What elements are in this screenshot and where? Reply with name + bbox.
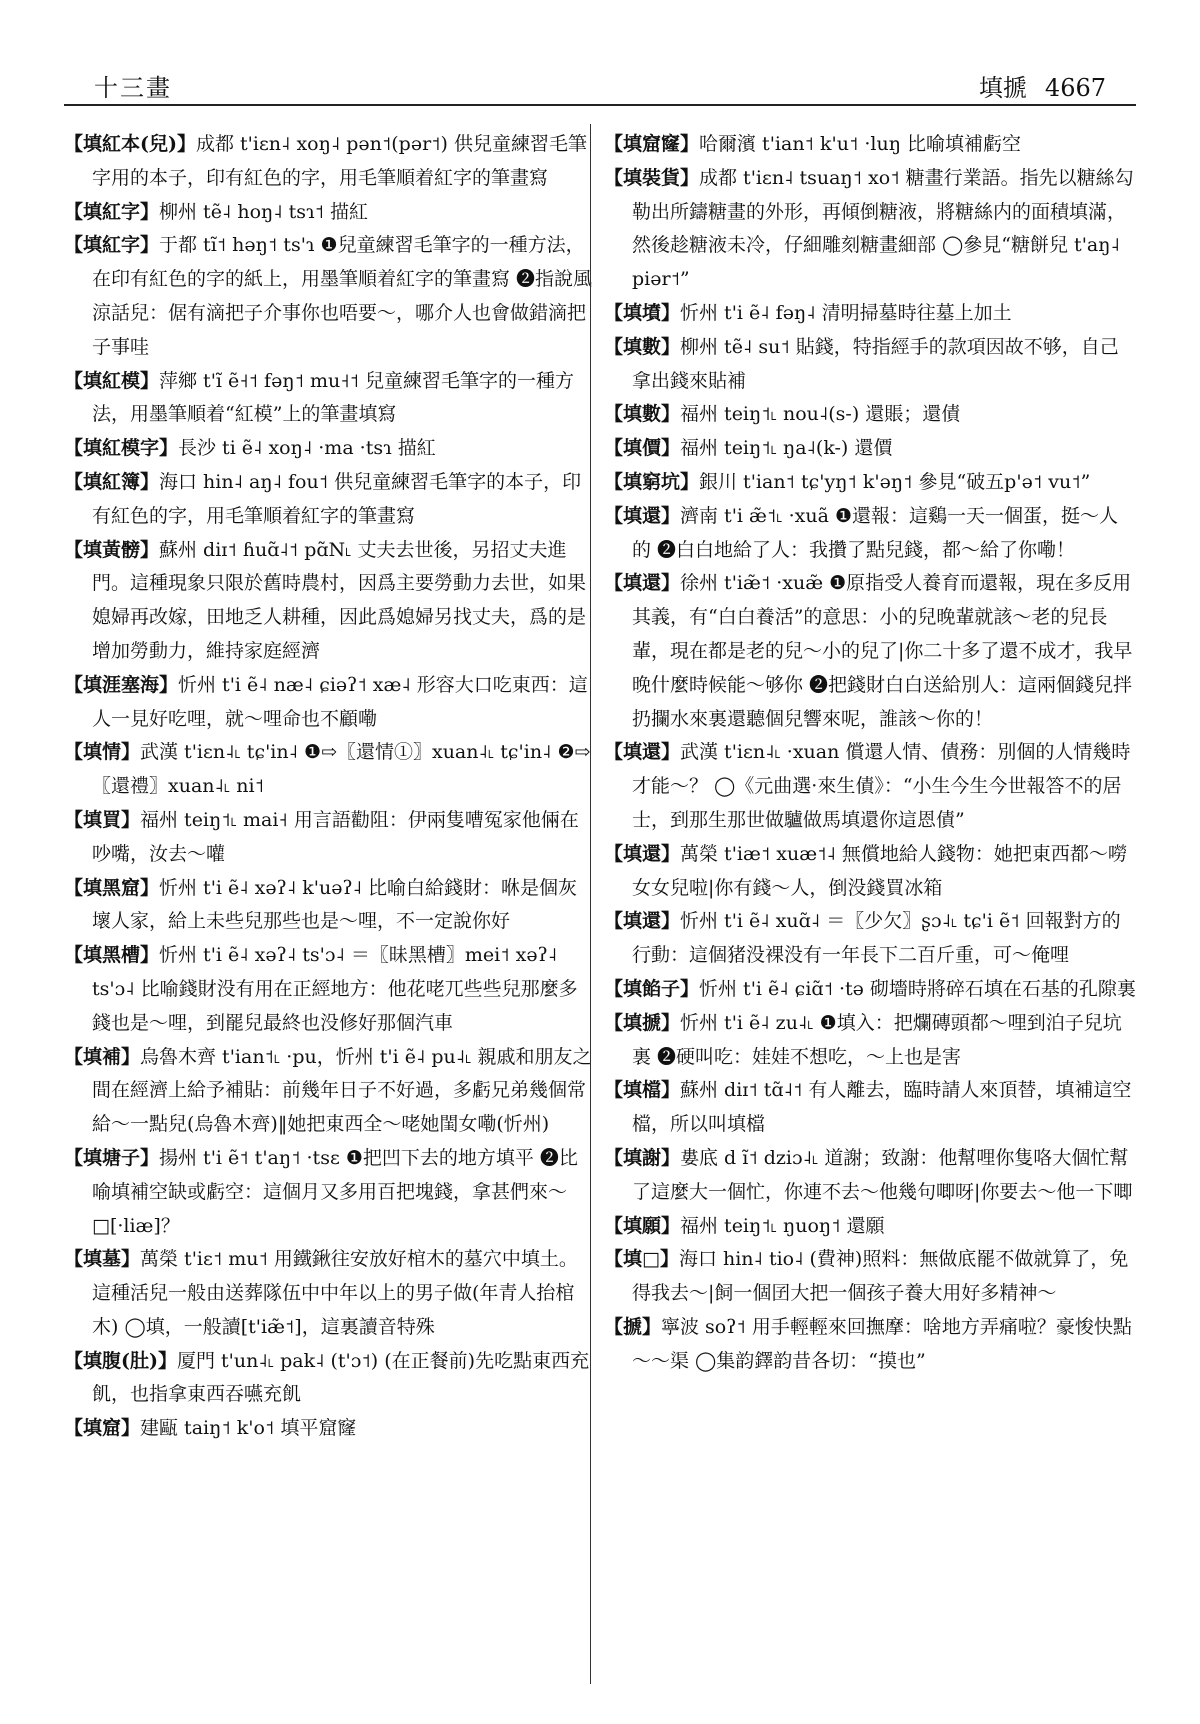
entry-definition: 長沙 ti ẽ˨ xoŋ˨ ·ma ·tsɿ 描紅 bbox=[178, 437, 436, 460]
entry-headword: 【填墳】 bbox=[604, 301, 681, 324]
dictionary-entry bbox=[604, 1210, 1136, 1244]
entry-definition: 忻州 t'i ẽ˨ ɕiɑ̃˦ ·tə 砌墻時將碎石填在石基的孔隙裏 bbox=[699, 977, 1136, 1000]
entry-definition: 厦門 t'un˨˪ pak˨ (t'ɔ˦) (在正餐前)先吃點東西充飢，也指拿東西吞嚥充飢 bbox=[92, 1349, 590, 1406]
entry-headword: 【填涯塞海】 bbox=[64, 673, 179, 696]
entry-definition: 萍鄉 t'ĩ ẽ˧˦ fəŋ˦ mu˧˦ 兒童練習毛筆字的一種方法，用墨筆順着“紅模”上的筆畫填寫 bbox=[92, 369, 575, 426]
entry-definition: 銀川 t'ian˦ tɕ'yŋ˦ k'əŋ˦ 參見“破五p'ə˦ vu˦” bbox=[699, 470, 1091, 493]
entry-definition: 建甌 taiŋ˦ k'o˦ 填平窟窿 bbox=[140, 1417, 357, 1440]
entry-definition: 濟南 t'i æ̃˦˪ ·xuã ❶還報：這鷄一天一個蛋，挺～人的 ❷白白地給了人：我攢了點兒錢，都～給了你嘞！ bbox=[632, 504, 1119, 561]
entry-definition: 福州 teiŋ˦˪ ŋuoŋ˦ 還願 bbox=[680, 1214, 885, 1237]
entry-definition: 福州 teiŋ˦˪ mai˧ 用言語勸阻：伊兩隻嘈冤家他倆在吵嘴，汝去～嚾 bbox=[92, 808, 579, 865]
entry-headword: 【填謝】 bbox=[604, 1146, 681, 1169]
dictionary-entry bbox=[64, 229, 596, 364]
entry-definition: 柳州 tẽ˨ hoŋ˨ tsɿ˦ 描紅 bbox=[159, 200, 369, 223]
left-column bbox=[64, 128, 596, 1446]
entry-headword: 【填情】 bbox=[64, 741, 141, 764]
dictionary-entry bbox=[604, 1007, 1136, 1075]
entry-headword: 【填檔】 bbox=[604, 1079, 681, 1102]
entry-definition: 烏魯木齊 t'ian˦˪ ·pu，忻州 t'i ẽ˨ pu˨˪ 親戚和朋友之間在經濟上給予補貼：前幾年日子不好過，多虧兄弟幾個常給～一點兒(烏魯木齊)‖她把東西全～咾她閨女嘞(忻州) bbox=[92, 1045, 592, 1136]
dictionary-entry bbox=[64, 466, 596, 534]
entry-definition: 于都 tĩ˦ həŋ˦ ts'ɿ ❶兒童練習毛筆字的一種方法，在印有紅色的字的紙上，用墨筆順着紅字的筆畫寫 ❷指說風涼話兒：倨有滴把子介事你也唔要～，哪介人也會做錯滴把子事哇 bbox=[92, 234, 593, 358]
page-header bbox=[64, 64, 1136, 106]
entry-headword: 【填□】 bbox=[604, 1248, 679, 1271]
dictionary-entry bbox=[64, 872, 596, 940]
dictionary-entry bbox=[64, 1243, 596, 1344]
entry-headword: 【填還】 bbox=[604, 910, 681, 933]
dictionary-entry bbox=[604, 432, 1136, 466]
entry-headword: 【填墓】 bbox=[64, 1248, 141, 1271]
dictionary-entry bbox=[64, 128, 596, 196]
dictionary-entry bbox=[604, 567, 1136, 736]
entry-definition: 哈爾濱 t'ian˦ k'u˦ ·luŋ 比喻填補虧空 bbox=[699, 133, 1021, 155]
entry-headword: 【填黑槽】 bbox=[64, 944, 160, 967]
dictionary-entry bbox=[64, 669, 596, 737]
entry-definition: 徐州 t'iæ̃˦ ·xuæ̃ ❶原指受人養育而還報，現在多反用其義，有“白白養活”的意思：小的兒晚輩就該～老的兒長輩，現在都是老的兒～小的兒了|你二十多了還不成才，我早晚什麼時候能～够你 ❷把錢財白白送給別人：這兩個錢兒拌扔攔水來裏還聽個兒響來呢，誰該～你的！ bbox=[632, 572, 1133, 730]
entry-headword: 【填紅簿】 bbox=[64, 470, 160, 493]
dictionary-entry bbox=[604, 1074, 1136, 1142]
entry-definition: 忻州 t'i ẽ˨ xəʔ˨ ts'ɔ˨ ＝〖昧黑槽〗mei˦ xəʔ˨ ts'ɔ˨ 比喻錢財没有用在正經地方：他花咾兀些些兒那麼多錢也是～哩，到罷兒最終也没修好那個汽車 bbox=[92, 944, 578, 1034]
dictionary-entry bbox=[604, 162, 1136, 297]
entry-definition: 忻州 t'i ẽ˨ zu˨˪ ❶填入：把爛磚頭都～哩到泊子兒坑裏 ❷硬叫吃：娃娃不想吃，～上也是害 bbox=[632, 1011, 1122, 1068]
entry-definition: 成都 t'iɛn˨ xoŋ˨ pən˦(pər˦) 供兒童練習毛筆字用的本子，印有紅色的字，用毛筆順着紅字的筆畫寫 bbox=[92, 133, 587, 189]
entry-headword: 【填數】 bbox=[604, 335, 681, 358]
entry-headword: 【填黑窟】 bbox=[64, 876, 160, 899]
entry-definition: 福州 teiŋ˦˪ ŋa˨(k-) 還價 bbox=[680, 437, 893, 460]
entry-headword: 【填黃髈】 bbox=[64, 538, 160, 561]
entry-definition: 福州 teiŋ˦˪ nou˨(s-) 還賬；還債 bbox=[680, 403, 961, 426]
entry-definition: 忻州 t'i ẽ˨ xəʔ˨ k'uəʔ˨ 比喻白給錢財：咻是個灰壞人家，給上未些兒那些也是～哩，不一定說你好 bbox=[92, 876, 578, 933]
entry-definition: 揚州 t'i ẽ˦ t'aŋ˦ ·tsɛ ❶把凹下去的地方填平 ❷比喻填補空缺或虧空：這個月又多用百把塊錢，拿甚們來～□[·liæ]？ bbox=[92, 1146, 578, 1237]
dictionary-entry bbox=[64, 1412, 596, 1446]
entry-headword: 【填願】 bbox=[604, 1214, 681, 1237]
dictionary-entry bbox=[604, 1142, 1136, 1210]
dictionary-entry bbox=[64, 365, 596, 433]
entry-definition: 忻州 t'i ẽ˨ næ˨ ɕiəʔ˦ xæ˨ 形容大口吃東西：這人一見好吃哩，就～哩命也不顧嘞 bbox=[92, 673, 588, 730]
entry-definition: 忻州 t'i ẽ˨ fəŋ˨ 清明掃墓時往墓上加土 bbox=[680, 301, 1012, 324]
entry-headword: 【填窟窿】 bbox=[604, 133, 700, 155]
dictionary-entry bbox=[604, 736, 1136, 837]
entry-definition: 忻州 t'i ẽ˨ xuɑ̃˨ ＝〖少欠〗ʂɔ˨˪ tɕ'i ẽ˦ 回報對方的行動：這個猪没裸没有一年長下二百斤重，可～俺哩 bbox=[632, 910, 1121, 967]
entry-headword: 【填補】 bbox=[64, 1045, 141, 1068]
entry-headword: 【填價】 bbox=[604, 437, 681, 460]
entry-definition: 蘇州 diɪ˦ tɑ̃˨˦ 有人離去，臨時請人來頂替，填補這空檔，所以叫填檔 bbox=[632, 1079, 1132, 1136]
entry-definition: 柳州 tẽ˨ su˦ 貼錢，特指經手的款項因故不够，自己拿出錢來貼補 bbox=[632, 335, 1119, 392]
dictionary-entry bbox=[64, 534, 596, 669]
dictionary-entry bbox=[64, 1142, 596, 1243]
entry-headword: 【填腹(肚)】 bbox=[64, 1349, 177, 1372]
entry-definition: 海口 hin˨ aŋ˨ fou˦ 供兒童練習毛筆字的本子，印有紅色的字，用毛筆順着紅字的筆畫寫 bbox=[92, 470, 582, 527]
entry-headword: 【填紅字】 bbox=[64, 200, 160, 223]
entry-headword: 【填紅字】 bbox=[64, 234, 160, 257]
entry-definition: 婁底 d ĩ˦ dziɔ˨˪ 道謝；致謝：他幫哩你隻咯大個忙幫了這麼大一個忙，你連不去～他幾句唧呀|你要去～他一下唧 bbox=[632, 1146, 1133, 1203]
right-column bbox=[604, 128, 1136, 1378]
dictionary-entry bbox=[604, 973, 1136, 1007]
column-divider bbox=[590, 124, 591, 1684]
entry-definition: 海口 hin˨ tio˨ (費神)照料：無做底罷不做就算了，免得我去～|飼一個囝大把一個孩子養大用好多精神～ bbox=[632, 1248, 1129, 1305]
dictionary-entry bbox=[604, 331, 1136, 399]
dictionary-entry bbox=[604, 128, 1136, 162]
entry-definition: 成都 t'iɛn˨ tsuaŋ˦ xo˦ 糖畫行業語。指先以糖絲勾勒出所鑄糖畫的外形，再傾倒糖液，將糖絲内的面積填滿，然後趁糖液未冷，仔細雕刻糖畫細部 ◯參見“糖餅兒 t'aŋ˨ piər˦” bbox=[632, 166, 1134, 291]
entry-headword: 【填還】 bbox=[604, 741, 681, 764]
entry-headword: 【填紅模字】 bbox=[64, 437, 179, 460]
dictionary-entry bbox=[604, 838, 1136, 906]
dictionary-entry bbox=[604, 500, 1136, 568]
entry-headword: 【填紅模】 bbox=[64, 369, 160, 392]
dictionary-entry bbox=[604, 1311, 1136, 1379]
dictionary-entry bbox=[604, 466, 1136, 500]
dictionary-entry bbox=[64, 1345, 596, 1413]
entry-definition: 寧波 soʔ˦ 用手輕輕來回撫摩：啥地方弄痛啦？豪悛快點～～渠 ◯集韵鐸韵昔各切：“摸也” bbox=[632, 1315, 1132, 1372]
entry-headword: 【填還】 bbox=[604, 504, 681, 527]
entry-definition: 萬榮 t'iæ˦ xuæ˦˨ 無償地給人錢物：她把東西都～嘮女女兒啦|你有錢～人，倒没錢買冰箱 bbox=[632, 842, 1127, 899]
page-number: 4667 bbox=[1044, 74, 1106, 102]
entry-headword: 【填還】 bbox=[604, 572, 681, 595]
dictionary-entry bbox=[64, 939, 596, 1040]
section-label: 十三畫 bbox=[94, 74, 172, 102]
dictionary-entry bbox=[604, 398, 1136, 432]
entry-definition: 蘇州 diɪ˦ ɦuɑ̃˨˦ pɑ̃N˪ 丈夫去世後，另招丈夫進門。這種現象只限於舊時農村，因爲主要勞動力去世，如果媳婦再改嫁，田地乏人耕種，因此爲媳婦另找丈夫，爲的是增加勞動力，維持家庭經濟 bbox=[92, 538, 587, 662]
entry-headword: 【填餡子】 bbox=[604, 977, 700, 1000]
entry-headword: 【填紅本(兒)】 bbox=[64, 133, 196, 155]
entry-headword: 【填搋】 bbox=[604, 1011, 681, 1034]
dictionary-entry bbox=[64, 736, 596, 804]
entry-definition: 萬榮 t'iɛ˦ mu˦ 用鐵鍬往安放好棺木的墓穴中填土。這種活兒一般由送葬隊伍中中年以上的男子做(年青人抬棺木) ◯填，一般讀[t'iæ̃˦]，這裏讀音特殊 bbox=[92, 1248, 578, 1338]
dictionary-entry bbox=[64, 196, 596, 230]
dictionary-entry bbox=[64, 1041, 596, 1142]
entry-headword: 【填數】 bbox=[604, 403, 681, 426]
dictionary-entry bbox=[604, 297, 1136, 331]
entry-headword: 【填裝貨】 bbox=[604, 166, 700, 189]
dictionary-entry bbox=[604, 905, 1136, 973]
entry-definition: 武漢 t'iɛn˨˪ ·xuan 償還人情、債務：別個的人情幾時才能～？ ◯《元曲選·來生債》：“小生今生今世報答不的居士，到那生那世做驢做馬填還你這恩債” bbox=[632, 741, 1131, 831]
page-info bbox=[961, 68, 1106, 103]
dictionary-entry bbox=[64, 432, 596, 466]
entry-headword: 【填買】 bbox=[64, 808, 141, 831]
entry-headword: 【填窮坑】 bbox=[604, 470, 700, 493]
dictionary-entry bbox=[64, 804, 596, 872]
entry-headword: 【填還】 bbox=[604, 842, 681, 865]
entry-headword: 【填塘子】 bbox=[64, 1146, 160, 1169]
entry-headword: 【填窟】 bbox=[64, 1417, 141, 1440]
entry-definition: 武漢 t'iɛn˨˪ tɕ'in˨ ❶⇨〖還情①〗xuan˨˪ tɕ'in˨ ❷⇨〖還禮〗xuan˨˪ ni˦ bbox=[92, 741, 591, 798]
running-head-chars: 填搋 bbox=[978, 74, 1027, 102]
entry-headword: 【搋】 bbox=[604, 1315, 662, 1338]
dictionary-entry bbox=[604, 1243, 1136, 1311]
